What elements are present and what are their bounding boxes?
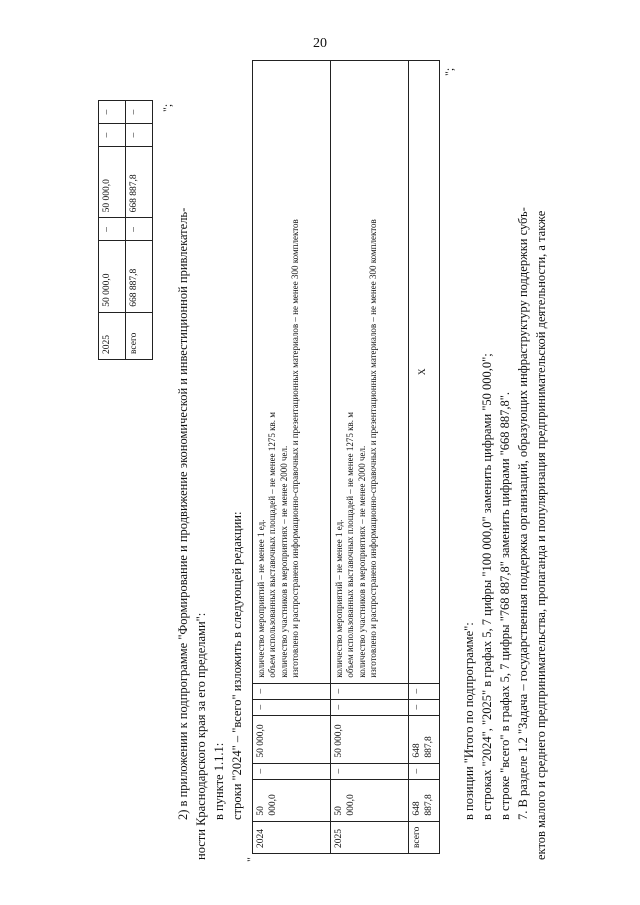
indicator-line: количество участников в мероприятиях – не менее 2000 чел. [278, 445, 289, 678]
table-row [126, 101, 153, 360]
paragraph-line: в позиции "Итого по подпрограмме": [462, 622, 476, 820]
table-row [409, 61, 440, 854]
cell: – [253, 763, 331, 779]
page-number: 20 [313, 36, 327, 51]
table-row [331, 61, 409, 854]
indicators-cell: X [409, 61, 440, 684]
close-quote: "; [442, 67, 456, 76]
cell: – [331, 699, 409, 715]
indicator-line: количество участников в мероприятиях – не менее 2000 чел. [356, 445, 367, 678]
rotated-content [68, 60, 588, 860]
cell: – [409, 699, 440, 715]
indicator-line: изготовлено и распространено информационно-справочных и презентационных материалов – не менее 300 комплектов [289, 219, 300, 678]
year-cell: всего [126, 312, 153, 359]
total-cell: 50 000,0 [99, 241, 126, 312]
cell: – [253, 699, 331, 715]
paragraph-line: ектов малого и среднего предпринимательства, пропаганда и популяризация предпринимательской деятельности, а также [534, 210, 548, 860]
paragraph-line: ности Краснодарского края за его пределами": [194, 612, 208, 860]
main-table [252, 60, 440, 854]
total-cell: 50 000,0 [253, 779, 331, 821]
cell: – [331, 763, 409, 779]
indicator-line: объем использованных выставочных площадей – не менее 1275 кв. м [345, 412, 356, 678]
year-cell: 2024 [253, 821, 331, 853]
cell: – [126, 124, 153, 147]
paragraph-line: 2) в приложении к подпрограмме "Формирование и продвижение экономической и инвестиционной привлекатель- [176, 207, 190, 820]
cell: 668 887,8 [126, 146, 153, 217]
indicators-cell [331, 61, 409, 684]
cell: – [126, 218, 153, 241]
indicator-line: изготовлено и распространено информационно-справочных и презентационных материалов – не менее 300 комплектов [367, 219, 378, 678]
indicators-cell [253, 61, 331, 684]
indicator-line: количество мероприятий – не менее 1 ед. [334, 519, 344, 678]
year-cell: всего [409, 821, 440, 853]
paragraph-line: в пункте 1.1.1: [212, 742, 226, 820]
table-row [99, 101, 126, 360]
cell: – [126, 101, 153, 124]
table-row [253, 61, 331, 854]
total-cell: 50 000,0 [331, 779, 409, 821]
cell: – [409, 683, 440, 699]
paragraph-line: в строке "всего" в графах 5, 7 цифры "768 887,8" заменить цифрами "668 887,8". [498, 392, 512, 820]
cell: 648 887,8 [409, 715, 440, 763]
open-quote: " [244, 857, 258, 862]
cell: – [331, 683, 409, 699]
paragraph-line: строки "2024" – "всего" изложить в следующей редакции: [230, 511, 244, 820]
top-table [98, 100, 153, 360]
cell: 50 000,0 [99, 146, 126, 217]
cell: – [409, 763, 440, 779]
cell: – [99, 101, 126, 124]
cell: – [253, 683, 331, 699]
year-cell: 2025 [331, 821, 409, 853]
year-cell: 2025 [99, 312, 126, 359]
paragraph-line: 7. В разделе 1.2 "Задача – государственная поддержка организаций, образующих инфраструктуру поддержки субъ- [516, 207, 530, 820]
cell: – [99, 124, 126, 147]
cell: 50 000,0 [331, 715, 409, 763]
indicator-line: объем использованных выставочных площадей – не менее 1275 кв. м [267, 412, 278, 678]
cell: 50 000,0 [253, 715, 331, 763]
cell: – [99, 218, 126, 241]
close-quote: "; [160, 103, 174, 112]
indicator-line: количество мероприятий – не менее 1 ед. [256, 519, 266, 678]
total-cell: 668 887,8 [126, 241, 153, 312]
paragraph-line: в строках "2024", "2025" в графах 5, 7 цифры "100 000,0" заменить цифрами "50 000,0"; [480, 353, 494, 820]
total-cell: 648 887,8 [409, 779, 440, 821]
